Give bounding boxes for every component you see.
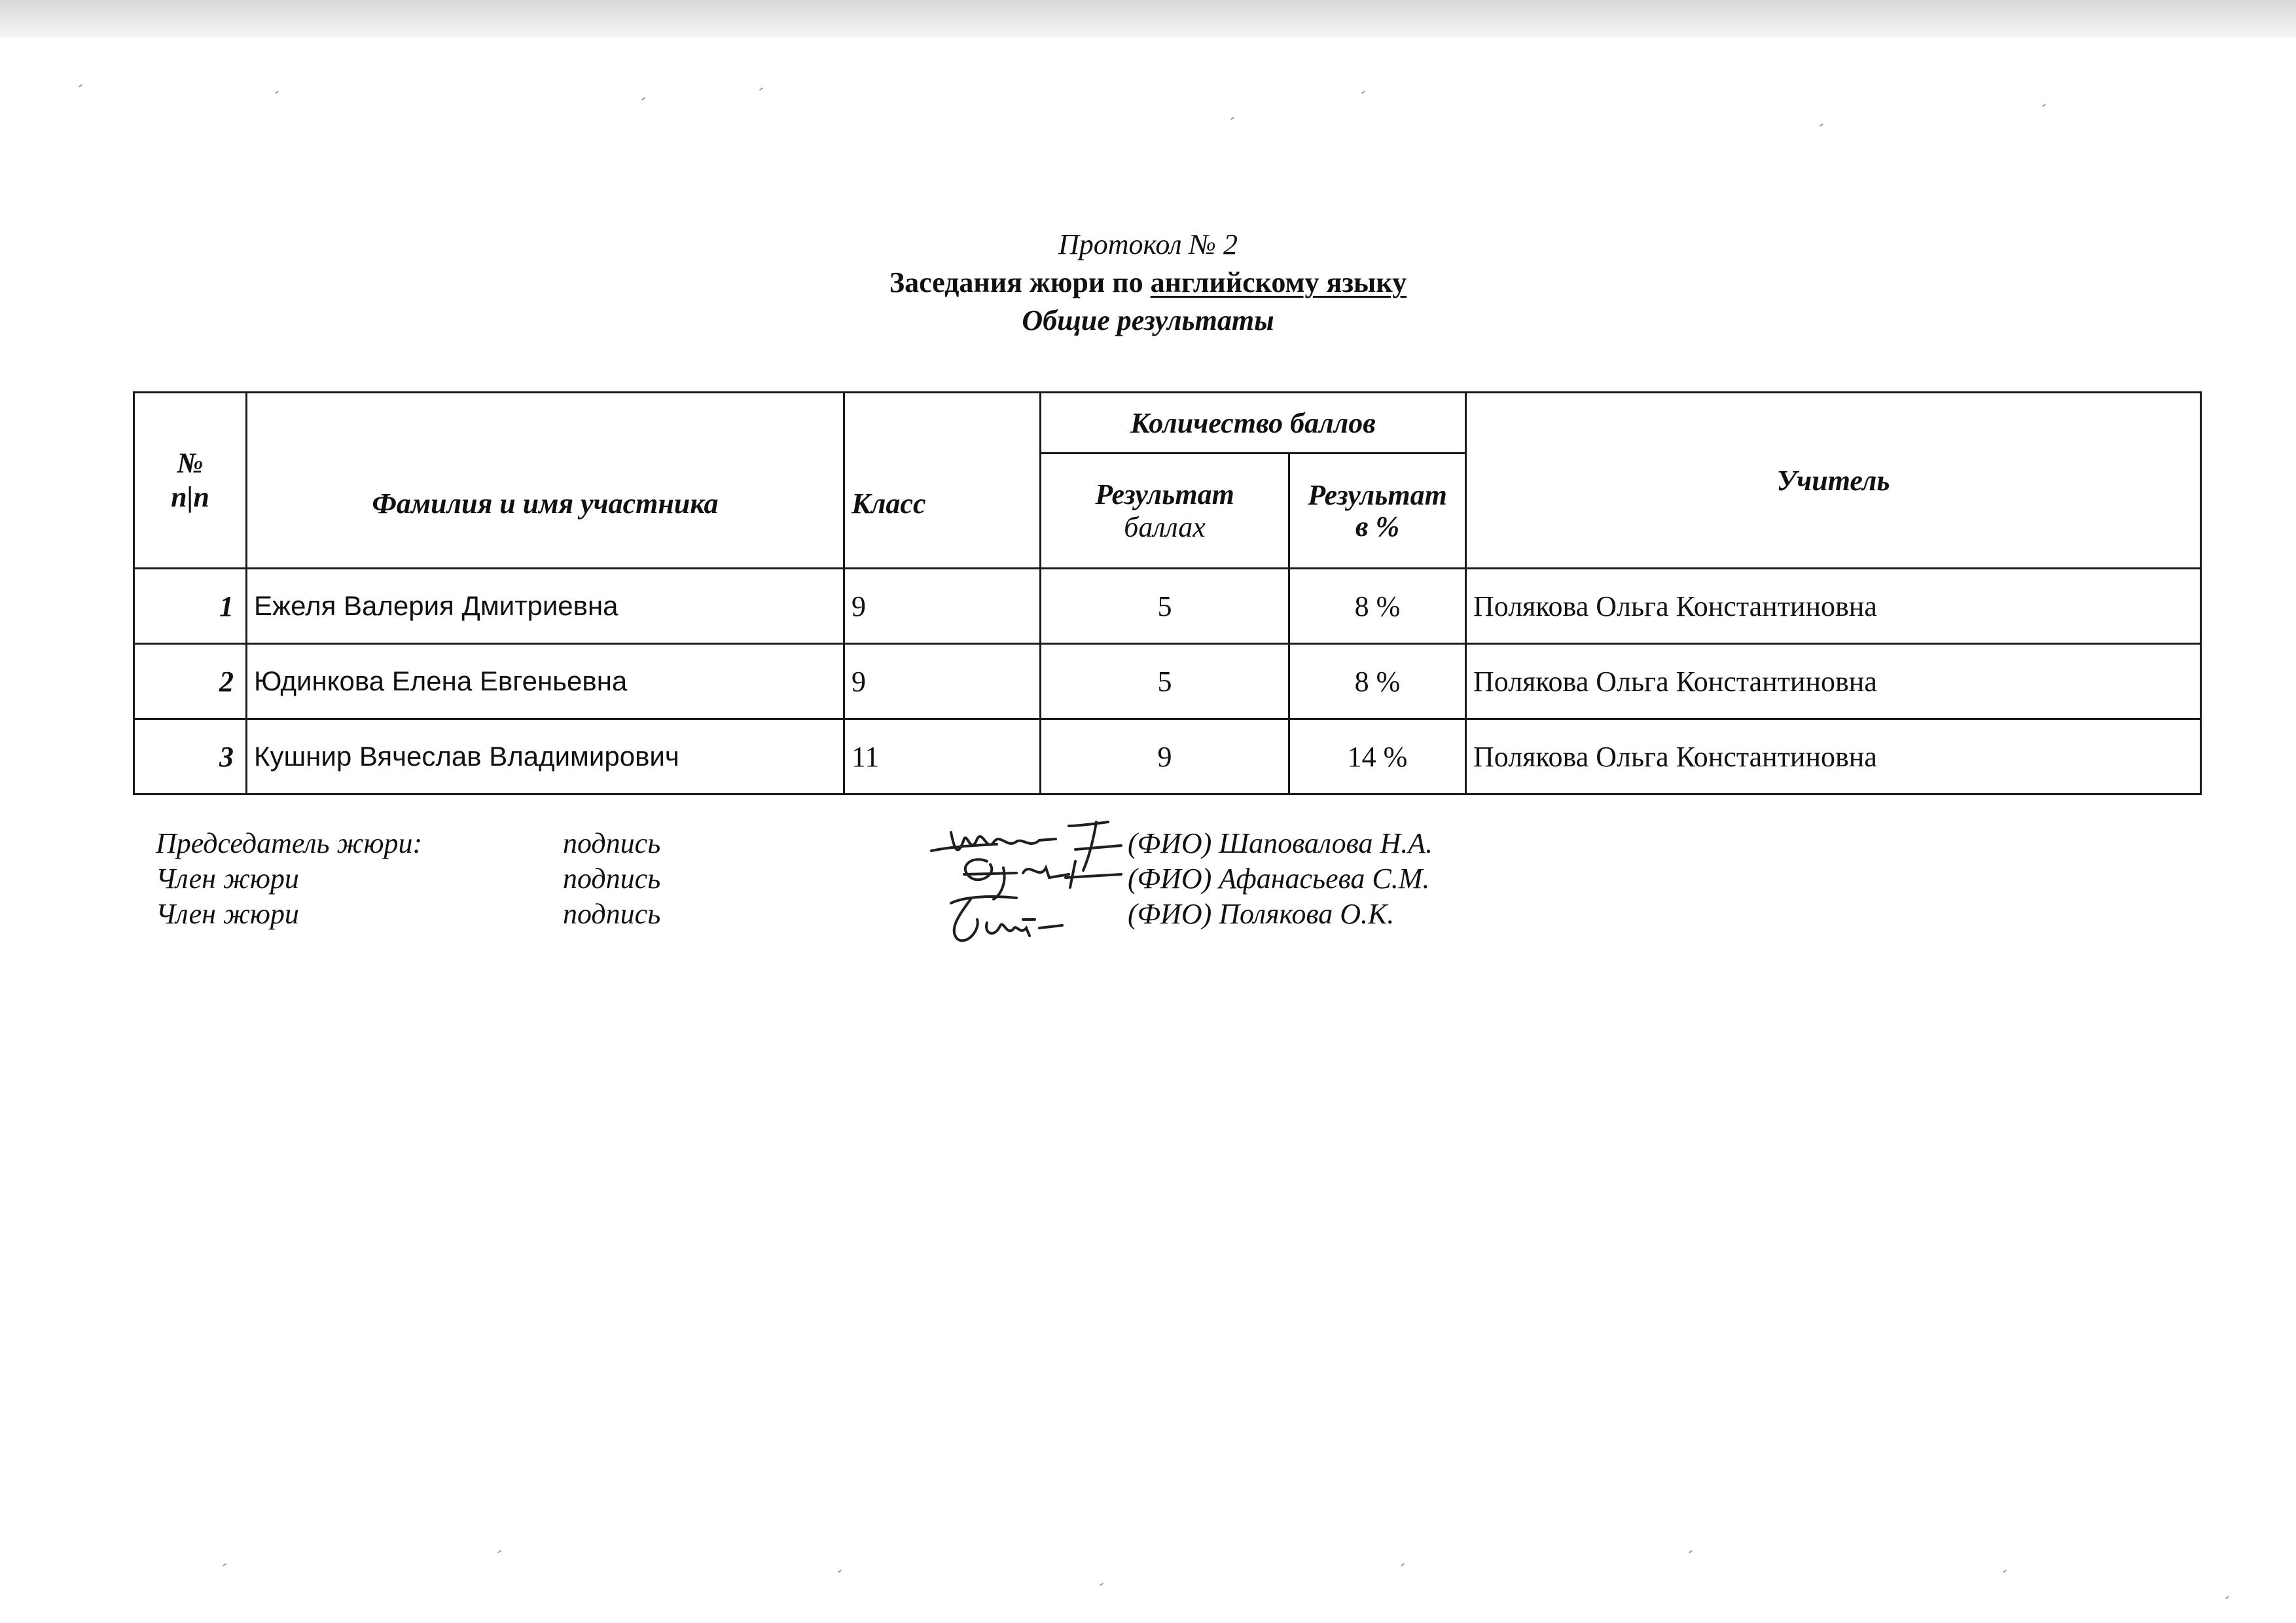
subtitle-subject: английскому языку	[1150, 266, 1407, 298]
results-table	[133, 391, 2202, 795]
document-subtitle	[0, 264, 2296, 302]
scan-speck	[1401, 1563, 1405, 1566]
header-class: Класс	[844, 393, 1041, 569]
cell-number: 1	[134, 569, 247, 644]
signature-row	[156, 897, 1596, 932]
header-score-points-sub: баллах	[1124, 510, 1206, 543]
scan-speck	[497, 1550, 501, 1553]
scan-speck	[759, 87, 763, 90]
scan-speck	[2225, 1596, 2229, 1599]
scan-speck	[223, 1563, 226, 1566]
cell-name: Ежеля Валерия Дмитриевна	[247, 569, 844, 644]
signature-label: подпись	[563, 863, 661, 895]
document-header	[0, 226, 2296, 340]
signature-fio: (ФИО) Афанасьева С.М.	[1128, 863, 1430, 895]
table-row	[134, 719, 2201, 794]
header-score-percent-title: Результат	[1308, 478, 1447, 511]
signature-role: Член жюри	[156, 863, 299, 895]
table-row	[134, 569, 2201, 644]
cell-class: 11	[844, 719, 1041, 794]
cell-percent: 8 %	[1289, 644, 1466, 719]
cell-name: Кушнир Вячеслав Владимирович	[247, 719, 844, 794]
signature-role: Член жюри	[156, 898, 299, 930]
signature-row	[156, 861, 1596, 897]
cell-number: 2	[134, 644, 247, 719]
scan-speck	[1820, 123, 1823, 126]
subtitle-prefix: Заседания жюри по	[889, 266, 1151, 298]
signature-label: подпись	[563, 827, 661, 859]
header-score-group: Количество баллов	[1041, 393, 1466, 454]
cell-class: 9	[844, 644, 1041, 719]
header-number-text: № п|п	[171, 447, 209, 513]
cell-percent: 14 %	[1289, 719, 1466, 794]
scan-speck	[1689, 1550, 1693, 1553]
signature-block	[156, 826, 1596, 932]
scan-speck	[2003, 1569, 2007, 1573]
scan-speck	[1361, 90, 1365, 94]
table-row	[134, 644, 2201, 719]
scan-speck	[79, 84, 82, 87]
scan-speck	[1100, 1582, 1103, 1586]
handwritten-signature-3	[925, 883, 1160, 949]
scan-speck	[1230, 116, 1234, 120]
cell-name: Юдинкова Елена Евгеньевна	[247, 644, 844, 719]
header-teacher: Учитель	[1466, 393, 2201, 569]
cell-points: 9	[1041, 719, 1289, 794]
signature-label: подпись	[563, 898, 661, 930]
header-score-points-title: Результат	[1095, 478, 1234, 510]
header-number	[134, 393, 247, 569]
scan-top-shadow	[0, 0, 2296, 38]
header-score-percent	[1289, 454, 1466, 569]
header-name: Фамилия и имя участника	[247, 393, 844, 569]
signature-fio: (ФИО) Полякова О.К.	[1128, 898, 1395, 930]
scan-speck	[275, 90, 279, 94]
table-header-row	[134, 393, 2201, 454]
cell-percent: 8 %	[1289, 569, 1466, 644]
scan-speck	[641, 97, 645, 100]
cell-points: 5	[1041, 569, 1289, 644]
signature-row	[156, 826, 1596, 861]
signature-role: Председатель жюри:	[156, 827, 423, 859]
document-title: Протокол № 2	[1058, 228, 1238, 260]
cell-number: 3	[134, 719, 247, 794]
scan-speck	[2042, 103, 2046, 107]
cell-teacher: Полякова Ольга Константиновна	[1466, 719, 2201, 794]
header-score-percent-sub: в %	[1355, 510, 1400, 543]
scan-speck	[838, 1569, 842, 1573]
signature-fio: (ФИО) Шаповалова Н.А.	[1128, 827, 1433, 859]
cell-teacher: Полякова Ольга Константиновна	[1466, 569, 2201, 644]
cell-class: 9	[844, 569, 1041, 644]
section-title: Общие результаты	[1022, 304, 1274, 336]
cell-teacher: Полякова Ольга Константиновна	[1466, 644, 2201, 719]
header-score-points	[1041, 454, 1289, 569]
cell-points: 5	[1041, 644, 1289, 719]
